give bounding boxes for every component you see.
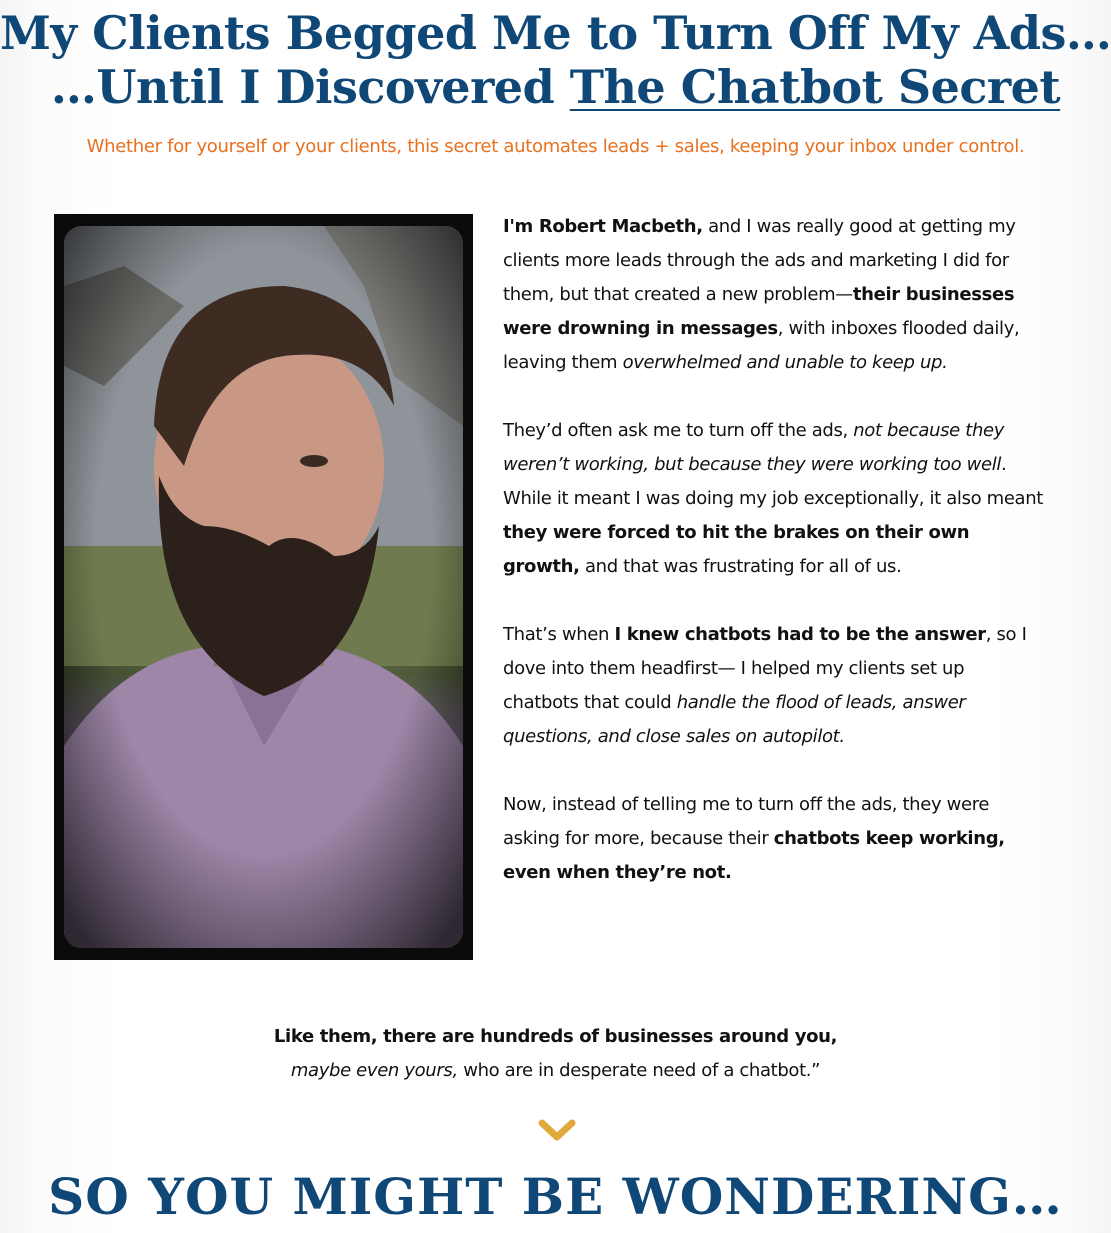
quote-line-2: maybe even yours, who are in desperate need of a chatbot.” [290, 1060, 821, 1081]
chatbot-secret-link[interactable]: The Chatbot Secret [569, 60, 1061, 114]
section-heading-wondering: SO YOU MIGHT BE WONDERING… [48, 1167, 1063, 1226]
bio-paragraph-1: I'm Robert Macbeth, and I was really good at getting my clients more leads through the ads and marketing I did for them, but that created a new problem—their businesses were drowning in messages, with inboxes flooded daily, leaving them overwhelmed and unable to keep up. [503, 216, 1020, 373]
bio-paragraph-2: They’d often ask me to turn off the ads, not because they weren’t working, but because they were working too well. While it meant I was doing my job exceptionally, it also meant they were forced to hit the brakes on their own growth, and that was frustrating for all of us. [503, 420, 1043, 577]
author-photo-image [64, 226, 463, 948]
portrait-illustration [64, 226, 463, 948]
headline-line-2-prefix: …Until I Discovered [50, 60, 570, 114]
bio-paragraph-3: That’s when I knew chatbots had to be the answer, so I dove into them headfirst— I helped my clients set up chatbots that could handle the flood of leads, answer questions, and close sales on autopilot. [503, 624, 1027, 747]
bio-paragraph-4: Now, instead of telling me to turn off the ads, they were asking for more, because their chatbots keep working, even when they’re not. [503, 794, 1005, 883]
page-headline [0, 6, 1111, 114]
author-bio [503, 210, 1043, 924]
chevron-down-icon [538, 1118, 576, 1144]
page-subheadline: Whether for yourself or your clients, this secret automates leads + sales, keeping your inbox under control. [86, 136, 1025, 157]
author-photo [54, 214, 473, 960]
closing-quote [0, 1020, 1111, 1088]
headline-line-2 [0, 60, 1111, 114]
author-name: I'm Robert Macbeth, [503, 216, 703, 237]
quote-line-1: Like them, there are hundreds of businesses around you, [273, 1026, 838, 1047]
headline-line-1: My Clients Begged Me to Turn Off My Ads… [0, 6, 1111, 60]
